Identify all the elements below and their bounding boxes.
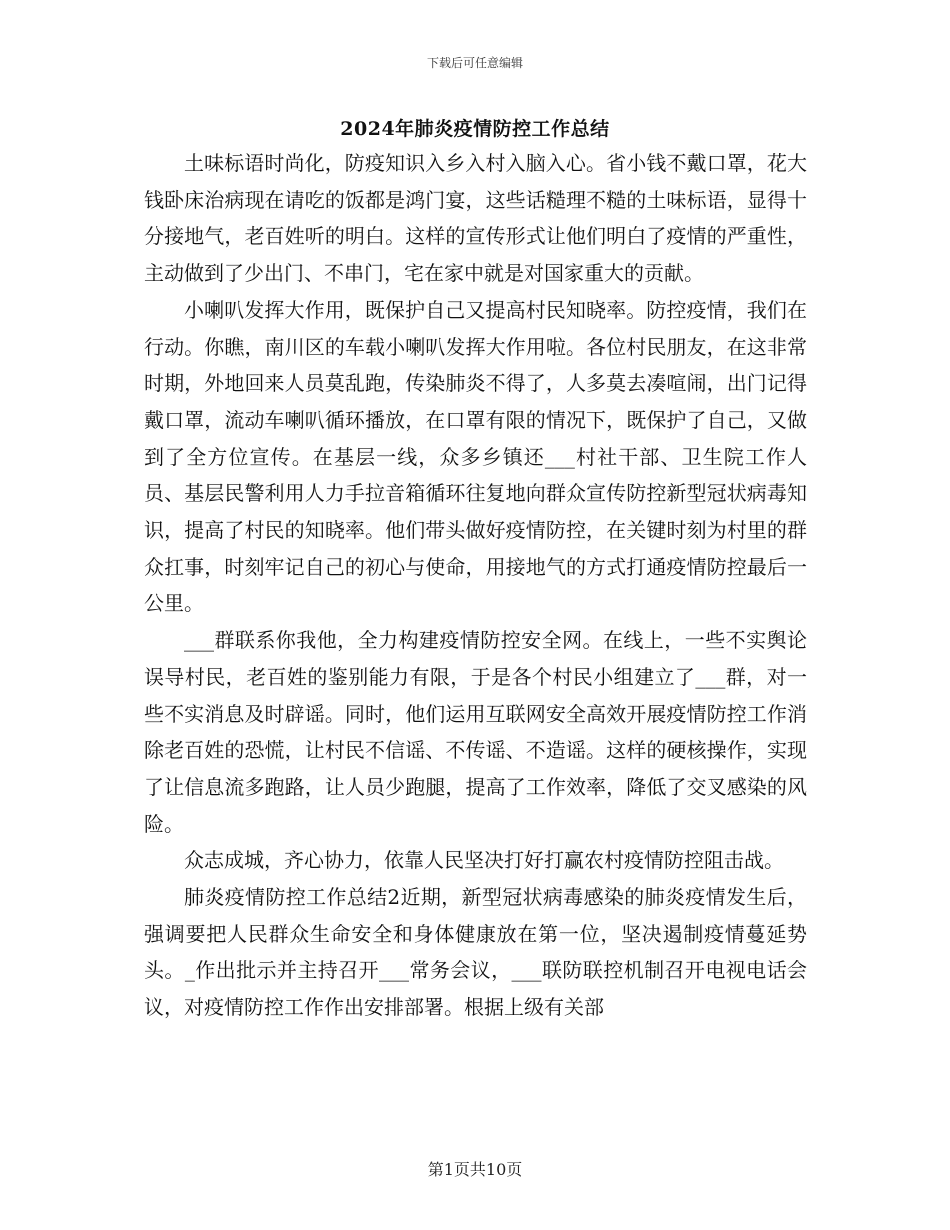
document-title: 2024年肺炎疫情防控工作总结 (340, 118, 610, 140)
paragraph: 肺炎疫情防控工作总结2近期，新型冠状病毒感染的肺炎疫情发生后，强调要把人民群众生命安全和身体健康放在第一位，坚决遏制疫情蔓延势头。_作出批示并主持召开___常务会议，___联防联控机制召开电视电话会议，对疫情防控工作作出安排部署。根据上级有关部 (144, 885, 807, 1020)
header-note: 下载后可任意编辑 (426, 56, 523, 70)
paragraph: 土味标语时尚化，防疫知识入乡入村入脑入心。省小钱不戴口罩，花大钱卧床治病现在请吃的饭都是鸿门宴，这些话糙理不糙的土味标语，显得十分接地气，老百姓听的明白。这样的宣传形式让他们明白了疫情的严重性，主动做到了少出门、不串门，宅在家中就是对国家重大的贡献。 (144, 151, 807, 286)
paragraph: ___群联系你我他，全力构建疫情防控安全网。在线上，一些不实舆论误导村民，老百姓的鉴别能力有限，于是各个村民小组建立了___群，对一些不实消息及时辟谣。同时，他们运用互联网安全高效开展疫情防控工作消除老百姓的恐慌，让村民不信谣、不传谣、不造谣。这样的硬核操作，实现了让信息流多跑路，让人员少跑腿，提高了工作效率，降低了交叉感染的风险。 (144, 628, 807, 836)
document-body (144, 145, 807, 1026)
page-number: 第1页共10页 (427, 1160, 523, 1179)
paragraph: 小喇叭发挥大作用，既保护自己又提高村民知晓率。防控疫情，我们在行动。你瞧，南川区的车载小喇叭发挥大作用啦。各位村民朋友，在这非常时期，外地回来人员莫乱跑，传染肺炎不得了，人多莫去凑喧闹，出门记得戴口罩，流动车喇叭循环播放，在口罩有限的情况下，既保护了自己，又做到了全方位宣传。在基层一线，众多乡镇还___村社干部、卫生院工作人员、基层民警利用人力手拉音箱循环往复地向群众宣传防控新型冠状病毒知识，提高了村民的知晓率。他们带头做好疫情防控，在关键时刻为村里的群众扛事，时刻牢记自己的初心与使命，用接地气的方式打通疫情防控最后一公里。 (144, 297, 807, 616)
paragraph: 众志成城，齐心协力，依靠人民坚决打好打赢农村疫情防控阻击战。 (184, 848, 784, 873)
